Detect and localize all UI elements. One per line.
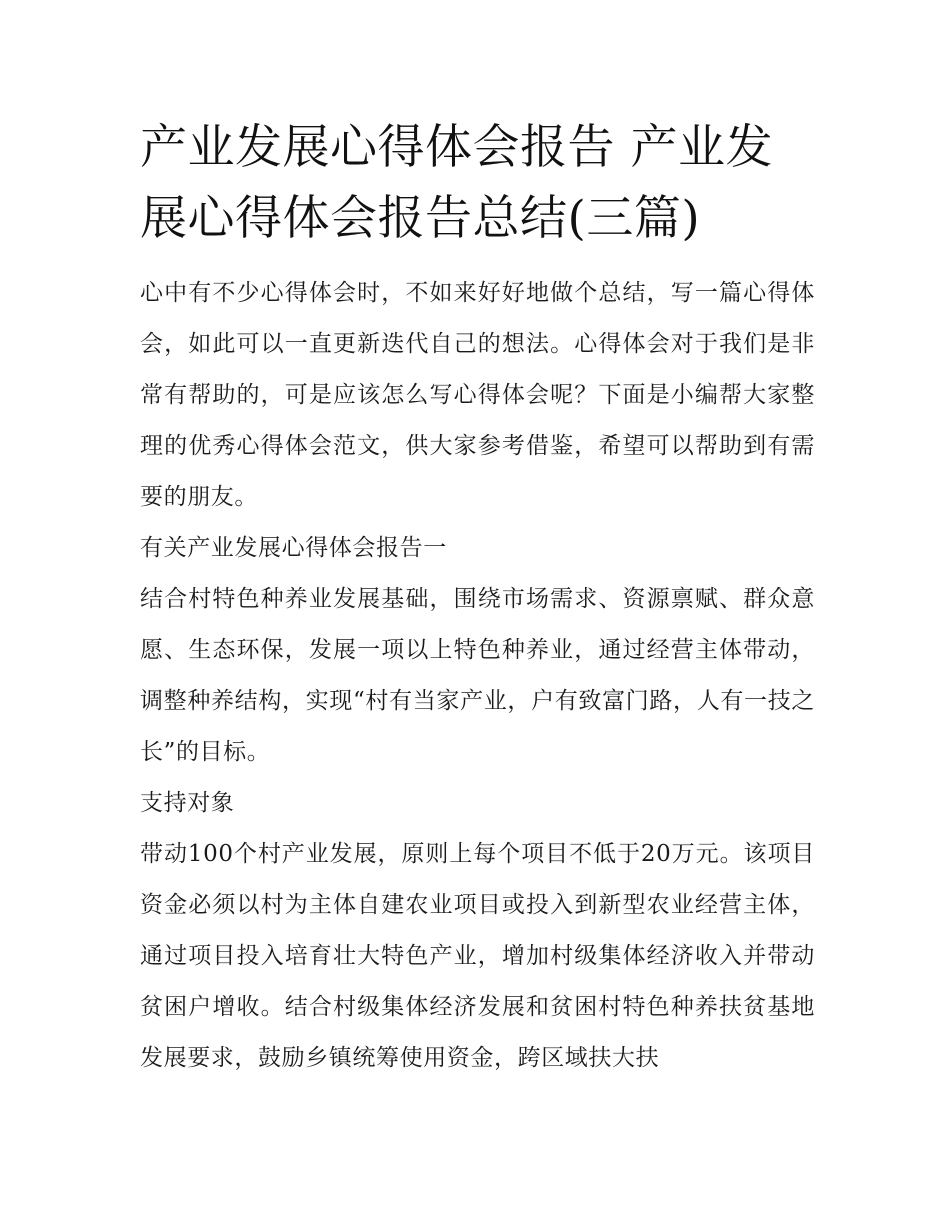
section-heading-support-targets: 支持对象 bbox=[140, 790, 235, 816]
document-page bbox=[140, 112, 815, 1084]
document-title: 产业发展心得体会报告 产业发展心得体会报告总结(三篇) bbox=[140, 120, 773, 246]
section-heading-report-one: 有关产业发展心得体会报告一 bbox=[140, 535, 447, 561]
body-paragraph-goals: 结合村特色种养业发展基础，围绕市场需求、资源禀赋、群众意愿、生态环保，发展一项以上特色种养业，通过经营主体带动，调整种养结构，实现“村有当家产业，户有致富门路，人有一技之长”的目标。 bbox=[140, 586, 815, 765]
body-paragraph-funding: 带动100个村产业发展，原则上每个项目不低于20万元。该项目资金必须以村为主体自建农业项目或投入到新型农业经营主体，通过项目投入培育壮大特色产业，增加村级集体经济收入并带动贫困户增收。结合村级集体经济发展和贫困村特色种养扶贫基地发展要求，鼓励乡镇统筹使用资金，跨区域扶大扶 bbox=[140, 841, 815, 1071]
intro-paragraph: 心中有不少心得体会时，不如来好好地做个总结，写一篇心得体会，如此可以一直更新迭代自己的想法。心得体会对于我们是非常有帮助的，可是应该怎么写心得体会呢？下面是小编帮大家整理的优秀心得体会范文，供大家参考借鉴，希望可以帮助到有需要的朋友。 bbox=[140, 280, 815, 510]
document-body bbox=[140, 268, 815, 1084]
